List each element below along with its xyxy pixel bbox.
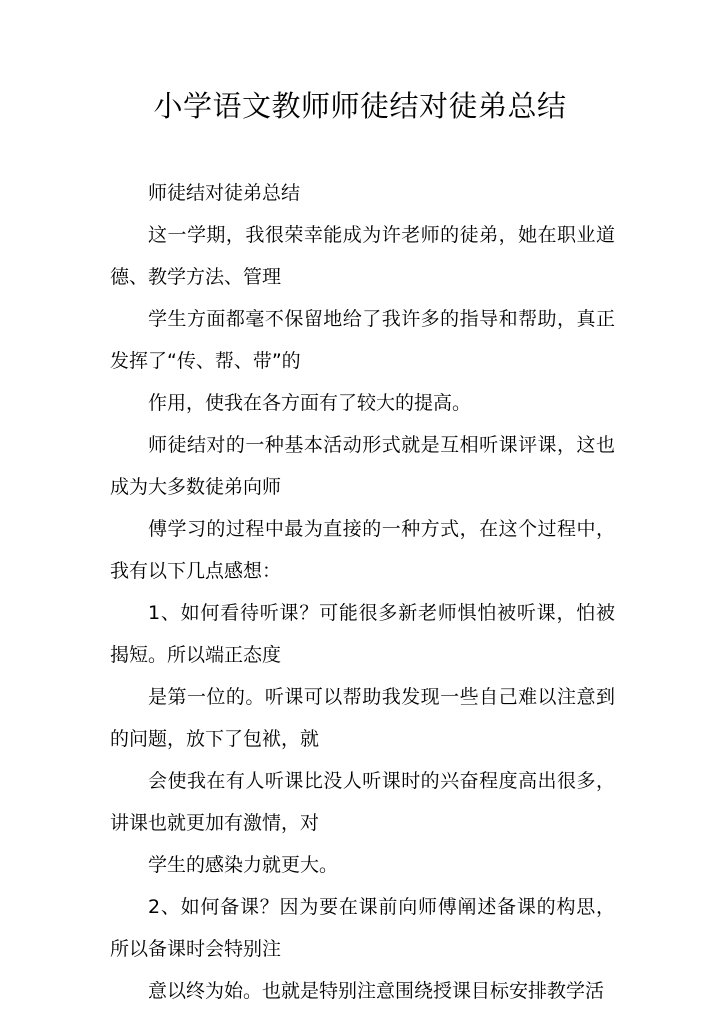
paragraph: 是第一位的。听课可以帮助我发现一些自己难以注意到的问题，放下了包袱，就: [110, 686, 615, 750]
paragraph: 傅学习的过程中最为直接的一种方式，在这个过程中，我有以下几点感想：: [110, 518, 615, 582]
document-title: 小学语文教师师徒结对徒弟总结: [153, 89, 567, 123]
paragraph: 这一学期，我很荣幸能成为许老师的徒弟，她在职业道德、教学方法、管理: [110, 224, 615, 288]
document-body: [110, 172, 615, 1012]
paragraph: 学生方面都毫不保留地给了我许多的指导和帮助，真正发挥了“传、帮、带”的: [110, 308, 615, 372]
paragraph: 1、如何看待听课？可能很多新老师惧怕被听课，怕被揭短。所以端正态度: [110, 602, 615, 666]
paragraph: 会使我在有人听课比没人听课时的兴奋程度高出很多，讲课也就更加有激情，对: [110, 770, 615, 834]
paragraph: 师徒结对的一种基本活动形式就是互相听课评课，这也成为大多数徒弟向师: [110, 434, 615, 498]
paragraph: 意以终为始。也就是特别注意围绕授课目标安排教学活: [148, 980, 605, 1002]
paragraph-subtitle: 师徒结对徒弟总结: [148, 182, 301, 204]
paragraph: 学生的感染力就更大。: [148, 854, 339, 876]
paragraph: 作用，使我在各方面有了较大的提高。: [148, 392, 472, 414]
paragraph: 2、如何备课？因为要在课前向师傅阐述备课的构思，所以备课时会特别注: [110, 896, 615, 960]
